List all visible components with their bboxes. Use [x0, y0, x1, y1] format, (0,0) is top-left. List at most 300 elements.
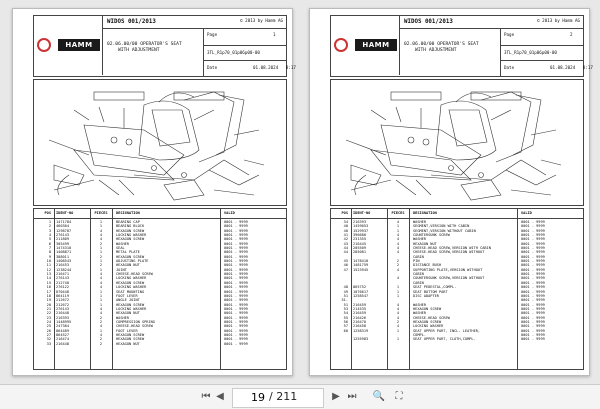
table-cell: 0001 - 9999: [521, 280, 545, 285]
table-cell: HEXAGON NUT: [116, 341, 140, 346]
table-cell: 13: [46, 272, 51, 277]
table-cell: 4: [396, 241, 400, 246]
table-cell: COMPRESSION SPRING: [116, 319, 155, 324]
table-cell: 0001 - 9999: [521, 237, 545, 242]
table-cell: 25: [46, 324, 51, 329]
table-cell: 1459053: [353, 224, 369, 229]
table-cell: 44: [343, 250, 348, 255]
table-cell: WASHER: [413, 237, 426, 242]
table-cell: HEXAGON SCREW: [116, 302, 145, 307]
table-cell: 15: [46, 280, 51, 285]
table-cell: 0001 - 9999: [224, 341, 248, 346]
table-cell: CABIN: [413, 280, 424, 285]
table-cell: 1258319: [353, 328, 369, 333]
table-cell: 0001 - 9999: [521, 228, 545, 233]
table-cell: 9: [48, 254, 51, 259]
wirtgen-logo: [334, 38, 348, 52]
page-label: Page: [504, 32, 515, 37]
table-cell: 0001 - 9999: [521, 220, 545, 224]
table-cell: LOCKING WASHER: [116, 285, 147, 290]
table-cell: WASHER: [116, 241, 129, 246]
table-cell: 216459: [353, 311, 366, 316]
table-cell: HEXAGON SCREW: [116, 237, 145, 242]
table-cell: 216448: [56, 311, 69, 316]
table-cell: 212740: [56, 280, 69, 285]
table-cell: HEXAGON SCREW: [116, 280, 145, 285]
table-cell: CHEESE-HEAD SCREW,VERSION WITH CABIN: [413, 246, 491, 251]
table-cell: 2: [99, 263, 103, 268]
table-cell: 51: [343, 293, 348, 298]
exploded-view-drawing: [33, 79, 287, 206]
table-cell: 0001 - 9999: [224, 259, 248, 264]
table-cell: BEARING CAP: [116, 220, 140, 224]
logo-area: [34, 16, 103, 75]
table-cell: 4: [48, 233, 51, 238]
table-cell: 1: [99, 246, 103, 251]
table-cell: 60: [343, 328, 348, 333]
table-cell: 26: [46, 328, 51, 333]
table-cell: SEAT MOUNTING: [116, 289, 145, 294]
table-cell: 4: [396, 315, 400, 320]
table-cell: JOINT: [116, 267, 127, 272]
table-cell: 21: [46, 306, 51, 311]
page-navigator: [232, 388, 324, 408]
table-cell: LOCKING WASHER: [413, 324, 444, 329]
table-cell: CHEESE-HEAD SCREW: [116, 324, 153, 329]
table-cell: 1: [396, 224, 400, 229]
table-cell: 20: [46, 302, 51, 307]
table-cell: 0001 - 9999: [224, 293, 248, 298]
wirtgen-logo: [37, 38, 51, 52]
table-cell: 0001 - 9999: [224, 233, 248, 238]
table-cell: 1408871: [56, 250, 72, 255]
table-cell: 864489: [56, 328, 69, 333]
table-cell: 0001 - 9999: [224, 276, 248, 281]
table-cell: 0001 - 9999: [521, 315, 545, 320]
table-cell: 22: [46, 311, 51, 316]
table-cell: 49: [343, 289, 348, 294]
table-cell: SEAT BOTTOM PART: [413, 289, 448, 294]
table-cell: 55: [343, 315, 348, 320]
table-cell: LOCKING WASHER: [116, 276, 147, 281]
table-cell: 3: [48, 228, 51, 233]
table-cell: HEXAGON NUT: [116, 263, 140, 268]
table-cell: SEAL: [116, 246, 125, 251]
table-cell: 0001 - 9999: [224, 267, 248, 272]
assembly-subtitle: WITH ADJUSTMENT: [118, 48, 160, 53]
assembly-description: 02.06.00/00 OPERATOR'S SEAT: [107, 42, 182, 47]
table-cell: 1474310: [56, 246, 72, 251]
table-cell: 0001 - 9999: [521, 250, 545, 255]
table-cell: 14: [46, 276, 51, 281]
table-cell: 870448: [56, 289, 69, 294]
table-cell: 2: [99, 315, 103, 320]
table-cell: CHEESE-HEAD SCREW: [413, 315, 450, 320]
table-cell: 1448995: [56, 319, 72, 324]
table-cell: 0001 - 9999: [224, 324, 248, 329]
table-cell: 40: [343, 228, 348, 233]
table-cell: 0001 - 9999: [521, 241, 545, 246]
table-cell: 0001 - 9999: [224, 306, 248, 311]
table-cell: 0001 - 9999: [521, 259, 545, 264]
table-cell: SEGMENT,VERSION WITH CABIN: [413, 224, 470, 229]
table-row: [34, 342, 286, 346]
table-cell: PIN: [413, 259, 420, 264]
table-cell: 1: [396, 285, 400, 290]
table-cell: 0001 - 9999: [521, 289, 545, 294]
table-cell: 2: [396, 319, 400, 324]
table-cell: DISC ADAPTER: [413, 293, 439, 298]
table-cell: HEXAGON SCREW: [116, 228, 145, 233]
page-label: Page: [207, 32, 218, 37]
table-cell: 4: [396, 220, 400, 224]
page-number: 2: [570, 32, 573, 37]
table-cell: 45: [343, 259, 348, 264]
document-page-right: [309, 8, 593, 376]
table-cell: 4: [99, 324, 103, 329]
table-cell: 231355: [353, 237, 366, 242]
table-cell: 4: [99, 332, 103, 337]
table-cell: 34: [343, 220, 348, 224]
table-cell: 4: [396, 246, 400, 251]
table-cell: 23: [46, 315, 51, 320]
table-cell: 0001 - 9999: [224, 332, 248, 337]
date-label: Date: [504, 65, 515, 70]
table-cell: 460304: [56, 224, 69, 229]
table-cell: 0001 - 9999: [224, 237, 248, 242]
table-cell: FOOT LEVER: [116, 293, 138, 298]
table-cell: 0001 - 9999: [224, 315, 248, 320]
table-cell: METAL PLATE: [116, 250, 140, 255]
table-cell: 0001 - 9999: [521, 267, 545, 272]
table-cell: COUNTERSUNK SCREW,VERSION WITHOUT: [413, 276, 485, 281]
table-cell: 18: [46, 293, 51, 298]
table-cell: 211809: [56, 237, 69, 242]
table-cell: 212672: [56, 298, 69, 303]
parts-table: [33, 208, 287, 370]
document-id: 3TL_R1p70_01p06p00-00: [504, 50, 557, 55]
table-cell: 4: [396, 311, 400, 316]
table-cell: FOOT LEVER: [116, 328, 138, 333]
table-cell: 1: [99, 259, 103, 264]
table-cell: CHEESE-HEAD SCREW,VERSION WITHOUT: [413, 250, 485, 255]
viewer-toolbar: [0, 384, 600, 409]
table-cell: 276122: [56, 285, 69, 290]
table-cell: 1: [48, 220, 51, 224]
table-rows: [331, 220, 583, 342]
table-cell: 216458: [353, 324, 366, 329]
table-cell: CHEESE-HEAD SCREW: [116, 272, 153, 277]
table-cell: 0001 - 9999: [224, 298, 248, 303]
table-cell: 216453: [56, 263, 69, 268]
table-cell: 216426: [353, 315, 366, 320]
table-cell: 2: [99, 337, 103, 342]
table-cell: 1: [99, 224, 103, 229]
table-cell: HEXAGON NUT: [413, 241, 437, 246]
prev-page-icon[interactable]: ◀: [216, 391, 224, 402]
table-cell: 305499: [56, 241, 69, 246]
table-cell: SEAT UPPER PART, INCL. LEATHER,: [413, 328, 481, 333]
table-cell: 44: [343, 246, 348, 251]
table-cell: 4: [396, 237, 400, 242]
table-cell: 1471784: [56, 220, 72, 224]
table-cell: 0001 - 9999: [521, 324, 545, 329]
table-cell: 1529937: [353, 228, 369, 233]
table-cell: SEGMENT,VERSION WITHOUT CABIN: [413, 228, 476, 233]
table-cell: WASHER: [413, 220, 426, 224]
table-cell: 865752: [353, 285, 366, 290]
table-cell: 4: [396, 250, 400, 255]
table-cell: 42: [343, 237, 348, 242]
table-header: POS IDENT-NO PIECES DESIGNATION VALID: [331, 209, 583, 219]
page-number: 1: [273, 32, 276, 37]
document-id: 3TL_R1p70_01p06p00-00: [207, 50, 260, 55]
table-cell: 0001 - 9999: [521, 332, 545, 337]
table-cell: 0001 - 9999: [224, 263, 248, 268]
first-page-icon[interactable]: ⏮: [201, 391, 211, 402]
table-cell: 1: [396, 293, 400, 298]
table-cell: 6: [48, 241, 51, 246]
table-cell: HEXAGON SCREW: [116, 337, 145, 342]
hamm-logo: HAMM: [58, 39, 100, 51]
table-cell: 276143: [56, 306, 69, 311]
table-cell: 0001 - 9999: [224, 224, 248, 229]
table-cell: HEXAGON SCREW: [413, 306, 442, 311]
table-cell: 24: [46, 319, 51, 324]
assembly-description: 02.06.00/00 OPERATOR'S SEAT: [404, 42, 479, 47]
table-cell: 4: [396, 302, 400, 307]
table-cell: 1: [99, 267, 103, 272]
table-header: POS IDENT-NO PIECES DESIGNATION VALID: [34, 209, 286, 219]
table-cell: 216459: [353, 302, 366, 307]
table-cell: 388011: [56, 254, 69, 259]
table-cell: 214535: [353, 306, 366, 311]
table-cell: 46: [343, 263, 348, 268]
table-cell: CABIN: [413, 272, 424, 277]
table-cell: 0001 - 9999: [224, 241, 248, 246]
table-cell: 4: [99, 276, 103, 281]
table-cell: LOCKING WASHER: [116, 306, 147, 311]
table-cell: 216474: [56, 337, 69, 342]
copyright: © 2013 by Hamm AG: [537, 18, 580, 23]
table-cell: 247384: [56, 324, 69, 329]
table-cell: 0001 - 9999: [521, 298, 545, 303]
table-cell: 54: [343, 311, 348, 316]
table-cell: 4: [396, 267, 400, 272]
table-cell: 53: [343, 306, 348, 311]
table-cell: 0001 - 9999: [521, 224, 545, 229]
table-cell: 4: [396, 233, 400, 238]
table-cell: 4: [396, 276, 400, 281]
current-page-input[interactable]: [235, 391, 265, 403]
table-cell: 0001 - 9999: [224, 280, 248, 285]
table-cell: 1: [99, 250, 103, 255]
table-cell: 51: [343, 302, 348, 307]
table-cell: 2: [99, 241, 103, 246]
table-cell: 4: [99, 228, 103, 233]
table-cell: 205509: [353, 246, 366, 251]
table-cell: 2: [396, 259, 400, 264]
table-cell: 4: [99, 272, 103, 277]
table-cell: 276143: [56, 233, 69, 238]
table-cell: 216448: [56, 341, 69, 346]
table-cell: 1238244: [56, 267, 72, 272]
table-cell: 1478410: [353, 259, 369, 264]
table-cell: 0001 - 9999: [521, 285, 545, 290]
date-label: Date: [207, 65, 218, 70]
table-cell: 1408543: [56, 259, 72, 264]
table-cell: 19: [46, 298, 51, 303]
table-cell: LOCKING WASHER: [116, 233, 147, 238]
table-cell: 41: [343, 233, 348, 238]
table-cell: 0001 - 9999: [224, 319, 248, 324]
logo-area: [331, 16, 400, 75]
hamm-logo: HAMM: [355, 39, 397, 51]
table-cell: 1: [396, 337, 400, 342]
table-cell: 864119: [56, 293, 69, 298]
table-cell: 0001 - 9999: [521, 293, 545, 298]
table-cell: WASHER: [413, 311, 426, 316]
table-cell: 4: [99, 285, 103, 290]
table-cell: 0001 - 9999: [521, 272, 545, 277]
table-cell: HEXAGON SCREW: [116, 332, 145, 337]
table-cell: SEAT UPPER PART, CLOTH,COMPL.: [413, 337, 476, 342]
table-cell: 1: [99, 328, 103, 333]
table-cell: HEXAGON SCREW: [116, 254, 145, 259]
table-cell: 216471: [56, 272, 69, 277]
table-cell: 2: [48, 224, 51, 229]
table-cell: 216393: [353, 220, 366, 224]
table-cell: 216445: [353, 241, 366, 246]
table-cell: ANGLE JOINT: [116, 298, 140, 303]
table-cell: 0001 - 9999: [521, 276, 545, 281]
zoom-icon[interactable]: 🔍: [372, 391, 386, 402]
table-cell: 0001 - 9999: [224, 250, 248, 255]
table-cell: 1: [396, 289, 400, 294]
table-cell: 17: [46, 289, 51, 294]
table-cell: 864527: [56, 332, 69, 337]
table-cell: 27: [46, 332, 51, 337]
table-cell: 0001 - 9999: [224, 246, 248, 251]
table-cell: 0001 - 9999: [224, 311, 248, 316]
table-cell: 0001 - 9999: [521, 246, 545, 251]
seat-assembly-illustration: [331, 80, 583, 205]
parts-table: [330, 208, 584, 370]
table-cell: 40: [343, 224, 348, 229]
seat-assembly-illustration: [34, 80, 286, 205]
table-cell: 216470: [353, 319, 366, 324]
table-cell: 2: [396, 263, 400, 268]
table-cell: 1255983: [353, 337, 369, 342]
table-cell: 2: [99, 254, 103, 259]
table-cell: HEXAGON NUT: [116, 311, 140, 316]
table-cell: 285081: [353, 250, 366, 255]
table-cell: 0001 - 9999: [224, 289, 248, 294]
table-cell: 10: [46, 259, 51, 264]
exploded-view-drawing: [330, 79, 584, 206]
table-cell: 0001 - 9999: [224, 285, 248, 290]
catalog-title: WIDOS 001/2013: [404, 19, 453, 25]
table-cell: HEXAGON SCREW: [413, 319, 442, 324]
table-cell: 396680: [353, 233, 366, 238]
table-cell: 32: [46, 337, 51, 342]
next-page-icon[interactable]: ▶: [332, 391, 340, 402]
table-cell: DISTANCE BUSH: [413, 263, 442, 268]
table-cell: 7: [48, 246, 51, 251]
table-cell: COMPL.: [413, 332, 426, 337]
table-cell: 2: [99, 319, 103, 324]
table-cell: 1076617: [353, 289, 369, 294]
table-cell: 0001 - 9999: [521, 263, 545, 268]
document-page-left: [12, 8, 296, 376]
table-cell: 0001 - 9999: [224, 228, 248, 233]
table-cell: 1: [396, 228, 400, 233]
table-cell: 1: [396, 328, 400, 333]
table-rows: [34, 220, 286, 346]
copyright: © 2013 by Hamm AG: [240, 18, 283, 23]
table-cell: 51.: [341, 298, 348, 303]
table-cell: 0001 - 9999: [521, 337, 545, 342]
table-cell: WASHER: [413, 302, 426, 307]
table-cell: 0001 - 9999: [521, 319, 545, 324]
last-page-icon[interactable]: ⏭: [347, 391, 357, 402]
table-cell: 4: [396, 306, 400, 311]
table-cell: 33: [46, 341, 51, 346]
table-cell: SUPPORTING PLATE,VERSION WITHOUT: [413, 267, 483, 272]
table-cell: 4: [99, 237, 103, 242]
table-cell: 16: [46, 285, 51, 290]
table-cell: 4: [99, 233, 103, 238]
table-cell: 4: [99, 306, 103, 311]
table-cell: 4: [99, 311, 103, 316]
table-cell: 48: [343, 285, 348, 290]
table-cell: 0001 - 9999: [521, 311, 545, 316]
total-pages: / 211: [269, 390, 298, 403]
table-cell: 212672: [56, 302, 69, 307]
table-cell: 1: [99, 298, 103, 303]
table-cell: 0001 - 9999: [521, 302, 545, 307]
table-cell: 0001 - 9999: [521, 233, 545, 238]
catalog-title: WIDOS 001/2013: [107, 19, 156, 25]
table-cell: 0001 - 9999: [224, 328, 248, 333]
table-cell: 0001 - 9999: [224, 220, 248, 224]
table-cell: 0001 - 9999: [224, 337, 248, 342]
fullscreen-icon[interactable]: ⛶: [395, 391, 403, 402]
table-cell: 8: [48, 250, 51, 255]
table-cell: 0001 - 9999: [224, 272, 248, 277]
assembly-subtitle: WITH ADJUSTMENT: [415, 48, 457, 53]
date-value: 01.08.2024 8:17: [253, 65, 296, 70]
page-header: [33, 15, 296, 77]
table-cell: 2: [99, 341, 103, 346]
table-cell: 0001 - 9999: [521, 328, 545, 333]
table-cell: 0001 - 9999: [224, 302, 248, 307]
table-cell: 4: [99, 280, 103, 285]
table-cell: 1523945: [353, 267, 369, 272]
table-cell: ADJUSTING PLATE: [116, 259, 149, 264]
table-row: [331, 337, 583, 341]
table-cell: 1: [99, 220, 103, 224]
table-cell: 0001 - 9999: [521, 306, 545, 311]
table-cell: 12: [46, 267, 51, 272]
table-cell: CABIN: [413, 254, 424, 259]
table-cell: 1298787: [56, 228, 72, 233]
date-value: 01.08.2024 8:17: [550, 65, 593, 70]
table-cell: COUNTERSUNK SCREW: [413, 233, 450, 238]
table-cell: 1: [99, 293, 103, 298]
table-cell: SEAT PEDESTAL,COMPL.: [413, 285, 457, 290]
table-cell: 1: [99, 289, 103, 294]
